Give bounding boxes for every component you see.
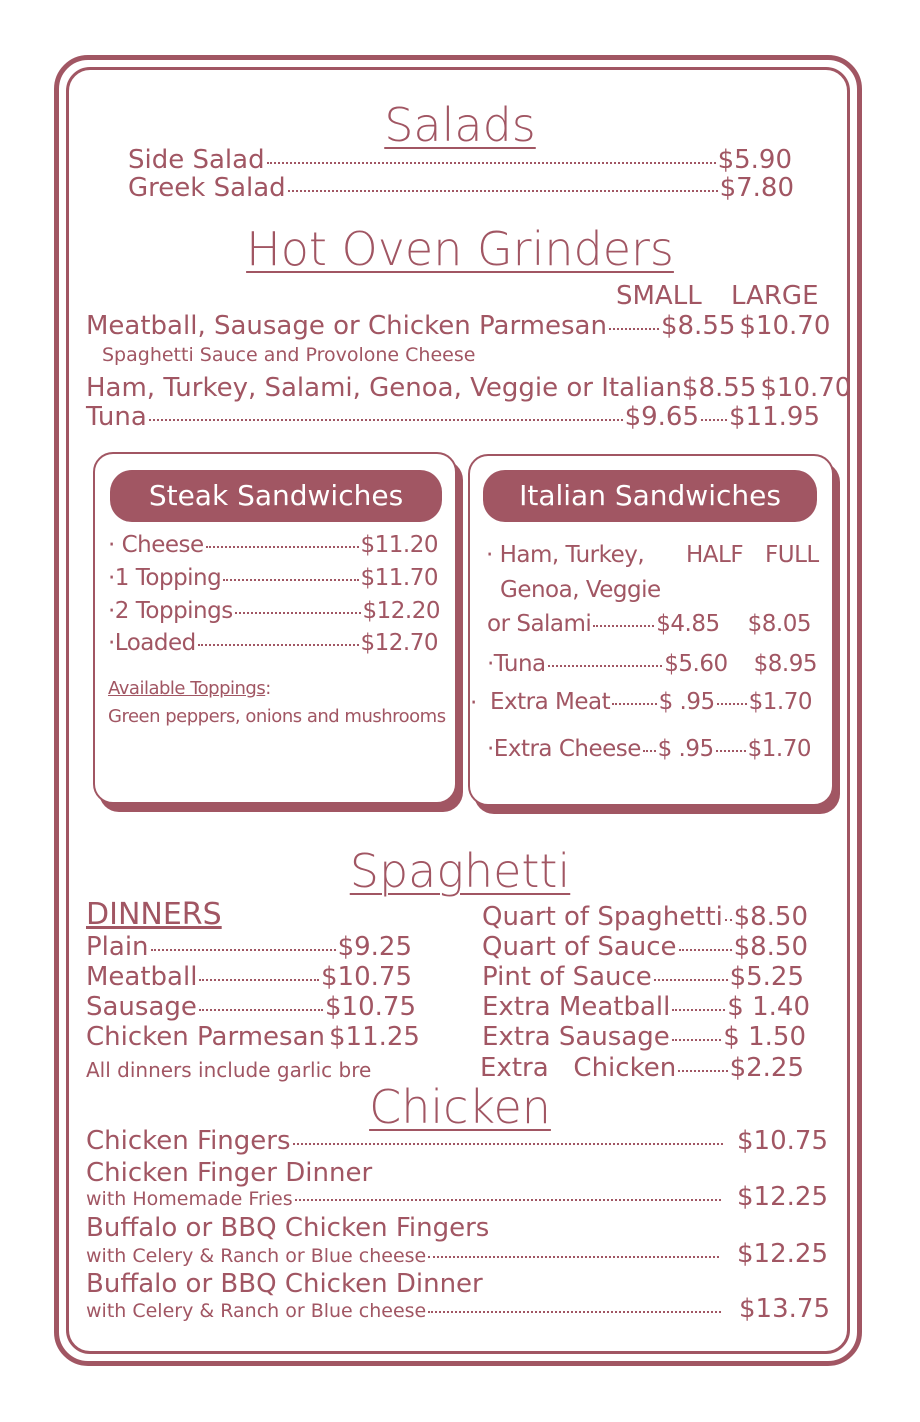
dinners-note: All dinners include garlic bre — [86, 1058, 372, 1082]
item-price: $11.20 — [360, 532, 438, 558]
item-price: $10.75 — [737, 1126, 828, 1156]
salad-item — [128, 173, 794, 203]
steak-item — [108, 630, 438, 656]
item-price: $9.25 — [337, 932, 412, 962]
item-name: Tuna — [86, 402, 147, 432]
item-price: $7.80 — [719, 173, 794, 203]
extra-item — [482, 1022, 806, 1052]
chicken-item-name: Chicken Finger Dinner — [86, 1158, 373, 1188]
item-name: Pint of Sauce — [482, 962, 652, 992]
item-full-price: $8.05 — [747, 611, 811, 637]
item-price: $2.25 — [729, 1053, 804, 1083]
steak-item — [108, 532, 438, 558]
item-name: ·1 Topping — [108, 565, 222, 591]
italian-item — [487, 736, 811, 762]
grinder-note: Spaghetti Sauce and Provolone Cheese — [102, 344, 476, 366]
col-full-header: FULL — [765, 542, 819, 568]
italian-item — [487, 611, 811, 637]
grinder-item — [86, 311, 831, 341]
chicken-item — [86, 1182, 828, 1212]
item-half-price: $ .95 — [658, 689, 715, 715]
extra-item — [482, 992, 810, 1022]
toppings-label-text: Available Toppings — [108, 678, 266, 699]
toppings-colon: : — [265, 678, 271, 699]
item-name: Side Salad — [128, 145, 265, 175]
grinders-title: Hot Oven Grinders — [246, 222, 674, 276]
item-sub: with Celery & Ranch or Blue cheese — [86, 1300, 427, 1322]
dinner-item — [86, 1022, 420, 1052]
dinner-item — [86, 962, 412, 992]
steak-item — [108, 565, 438, 591]
item-name: ·Loaded — [108, 630, 196, 656]
item-price: $5.90 — [717, 145, 792, 175]
available-toppings-label — [108, 678, 271, 699]
item-name: Extra Meat — [490, 689, 611, 715]
item-small-price: $8.55 — [681, 373, 757, 403]
item-price: $12.70 — [360, 630, 438, 656]
item-price: $8.50 — [733, 932, 808, 962]
item-price: $10.75 — [321, 962, 412, 992]
chicken-item-name: Buffalo or BBQ Chicken Fingers — [86, 1213, 490, 1243]
chicken-title: Chicken — [369, 1080, 551, 1134]
item-name: ·2 Toppings — [108, 598, 233, 624]
grinder-item — [86, 402, 820, 432]
item-full-price: $8.95 — [753, 651, 817, 677]
dinner-item — [86, 932, 412, 962]
available-toppings-text: Green peppers, onions and mushrooms — [108, 706, 446, 727]
italian-item-line: · Ham, Turkey, — [486, 542, 645, 568]
italian-sandwiches-title: Italian Sandwiches — [483, 470, 817, 522]
salad-item — [128, 145, 792, 175]
item-full-price: $1.70 — [747, 736, 811, 762]
item-price: $8.50 — [733, 902, 808, 932]
dinner-item — [86, 992, 416, 1022]
bullet: · — [470, 690, 478, 716]
italian-item-line: Genoa, Veggie — [500, 577, 661, 603]
item-large-price: $10.70 — [739, 311, 831, 341]
item-price: $10.75 — [325, 992, 416, 1022]
chicken-item-name: Buffalo or BBQ Chicken Dinner — [86, 1269, 483, 1299]
steak-item — [108, 598, 440, 624]
item-half-price: $4.85 — [656, 611, 720, 637]
item-name: Plain — [86, 932, 149, 962]
chicken-item — [86, 1294, 830, 1324]
chicken-item — [86, 1126, 828, 1156]
chicken-item — [86, 1239, 828, 1269]
item-large-price: $11.95 — [729, 402, 820, 432]
item-price: $11.70 — [360, 565, 438, 591]
item-price: $5.25 — [729, 962, 804, 992]
dinners-label: DINNERS — [86, 897, 222, 932]
italian-item — [487, 651, 817, 677]
item-name: Greek Salad — [128, 173, 286, 203]
extra-item — [482, 932, 808, 962]
item-large-price: $10.70 — [760, 373, 852, 403]
item-name: Meatball — [86, 962, 198, 992]
item-price: $12.20 — [362, 598, 440, 624]
item-name: Quart of Spaghetti — [482, 902, 723, 932]
extra-item — [480, 1053, 804, 1083]
item-sub: with Homemade Fries — [86, 1188, 293, 1210]
item-price: $13.75 — [739, 1294, 830, 1324]
item-price: $ 1.40 — [727, 992, 810, 1022]
item-name: Meatball, Sausage or Chicken Parmesan — [86, 311, 607, 341]
item-sub: with Celery & Ranch or Blue cheese — [86, 1245, 427, 1267]
item-name: Sausage — [86, 992, 197, 1022]
item-price: $12.25 — [737, 1239, 828, 1269]
italian-item — [490, 689, 812, 715]
item-half-price: $5.60 — [664, 651, 728, 677]
item-small-price: $8.55 — [660, 311, 736, 341]
col-half-header: HALF — [686, 542, 744, 568]
item-name: or Salami — [487, 611, 592, 637]
extra-item — [482, 962, 804, 992]
extra-item — [482, 902, 808, 932]
item-name: Chicken Fingers — [86, 1126, 291, 1156]
item-name: Ham, Turkey, Salami, Genoa, Veggie or Italian — [86, 373, 682, 403]
item-name: Extra Meatball — [482, 992, 671, 1022]
col-large-header: LARGE — [731, 281, 819, 311]
item-name: · Cheese — [108, 532, 204, 558]
salads-title: Salads — [384, 98, 536, 152]
item-price: $11.25 — [328, 1022, 420, 1052]
item-name: ·Extra Cheese — [487, 736, 641, 762]
steak-sandwiches-title: Steak Sandwiches — [110, 470, 442, 522]
item-name: Extra Chicken — [480, 1053, 677, 1083]
item-name: Extra Sausage — [482, 1022, 670, 1052]
grinder-item — [86, 373, 852, 403]
item-name: Chicken Parmesan — [86, 1022, 325, 1052]
item-name: Quart of Sauce — [482, 932, 677, 962]
item-name: ·Tuna — [487, 651, 546, 677]
item-full-price: $1.70 — [748, 689, 812, 715]
item-small-price: $9.65 — [624, 402, 700, 432]
item-price: $ 1.50 — [723, 1022, 806, 1052]
item-half-price: $ .95 — [657, 736, 714, 762]
spaghetti-title: Spaghetti — [349, 844, 571, 898]
col-small-header: SMALL — [616, 281, 702, 311]
item-price: $12.25 — [737, 1182, 828, 1212]
